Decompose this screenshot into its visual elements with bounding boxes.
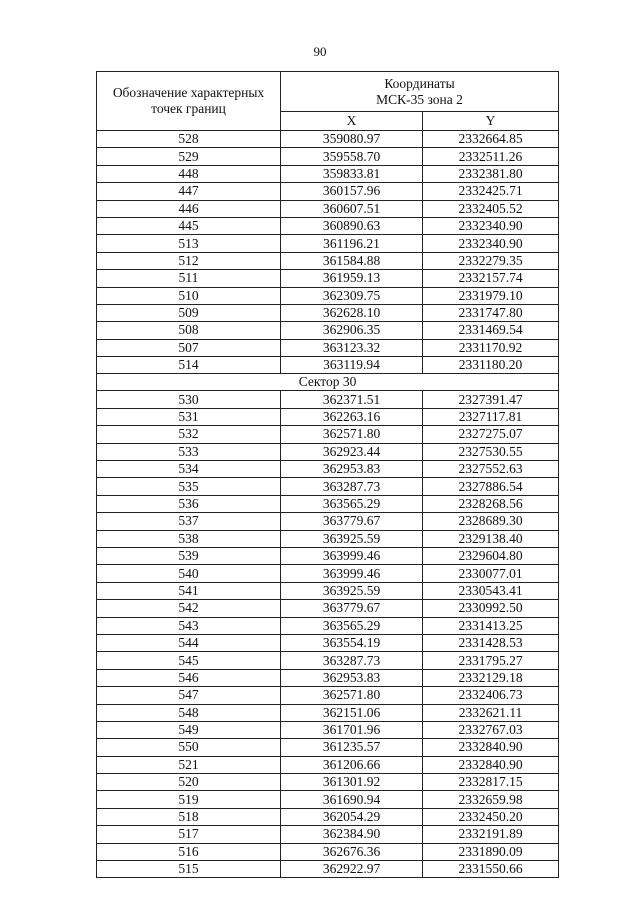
point-id-cell: 447 [97, 183, 281, 200]
point-id-cell: 546 [97, 669, 281, 686]
y-coordinate-cell: 2332405.52 [423, 200, 559, 217]
x-coordinate-cell: 360890.63 [281, 217, 423, 234]
y-coordinate-cell: 2327275.07 [423, 426, 559, 443]
table-row [97, 270, 559, 287]
point-id-cell: 541 [97, 582, 281, 599]
point-id-cell: 515 [97, 861, 281, 878]
x-coordinate-cell: 363925.59 [281, 530, 423, 547]
x-coordinate-cell: 361584.88 [281, 252, 423, 269]
x-coordinate-cell: 363119.94 [281, 357, 423, 374]
sector-row [97, 374, 559, 391]
table-row [97, 687, 559, 704]
table-row [97, 721, 559, 738]
y-coordinate-cell: 2332381.80 [423, 165, 559, 182]
x-coordinate-cell: 361235.57 [281, 739, 423, 756]
point-id-cell: 531 [97, 408, 281, 425]
point-id-cell: 519 [97, 791, 281, 808]
x-coordinate-cell: 362571.80 [281, 426, 423, 443]
point-id-cell: 535 [97, 478, 281, 495]
x-coordinate-cell: 363287.73 [281, 652, 423, 669]
x-coordinate-cell: 362953.83 [281, 669, 423, 686]
x-coordinate-cell: 362263.16 [281, 408, 423, 425]
x-coordinate-cell: 363999.46 [281, 547, 423, 564]
sector-title: Сектор 30 [97, 374, 559, 391]
y-coordinate-cell: 2330077.01 [423, 565, 559, 582]
table-row [97, 669, 559, 686]
point-id-cell: 538 [97, 530, 281, 547]
table-body-block1 [97, 131, 559, 374]
table-row [97, 513, 559, 530]
y-coordinate-cell: 2332511.26 [423, 148, 559, 165]
table-row [97, 339, 559, 356]
table-row [97, 565, 559, 582]
table-row [97, 652, 559, 669]
point-label-header: Обозначение характерных точек границ [97, 72, 281, 131]
table-row [97, 756, 559, 773]
x-coordinate-cell: 361206.66 [281, 756, 423, 773]
coordinate-system-label: МСК-35 зона 2 [376, 91, 463, 107]
x-coordinate-cell: 360607.51 [281, 200, 423, 217]
point-id-cell: 534 [97, 461, 281, 478]
x-coordinate-cell: 362676.36 [281, 843, 423, 860]
table-row [97, 165, 559, 182]
y-coordinate-cell: 2330543.41 [423, 582, 559, 599]
table-row [97, 530, 559, 547]
y-coordinate-cell: 2332129.18 [423, 669, 559, 686]
y-coordinate-cell: 2331795.27 [423, 652, 559, 669]
table-row [97, 217, 559, 234]
y-coordinate-cell: 2331747.80 [423, 304, 559, 321]
x-coordinate-cell: 362953.83 [281, 461, 423, 478]
point-id-cell: 530 [97, 391, 281, 408]
table-header [97, 72, 559, 131]
point-id-cell: 547 [97, 687, 281, 704]
point-id-cell: 539 [97, 547, 281, 564]
y-coordinate-cell: 2331550.66 [423, 861, 559, 878]
x-coordinate-cell: 362309.75 [281, 287, 423, 304]
y-coordinate-cell: 2331180.20 [423, 357, 559, 374]
point-id-cell: 509 [97, 304, 281, 321]
point-id-cell: 507 [97, 339, 281, 356]
coordinates-table [96, 71, 559, 878]
point-id-cell: 521 [97, 756, 281, 773]
y-coordinate-cell: 2331979.10 [423, 287, 559, 304]
point-id-cell: 548 [97, 704, 281, 721]
y-coordinate-cell: 2332767.03 [423, 721, 559, 738]
x-coordinate-cell: 363565.29 [281, 495, 423, 512]
x-coordinate-cell: 359080.97 [281, 131, 423, 148]
point-id-cell: 550 [97, 739, 281, 756]
table-row [97, 582, 559, 599]
point-id-cell: 537 [97, 513, 281, 530]
x-coordinate-cell: 362923.44 [281, 443, 423, 460]
table-row [97, 704, 559, 721]
table-row [97, 739, 559, 756]
x-coordinate-cell: 363779.67 [281, 513, 423, 530]
y-coordinate-cell: 2332157.74 [423, 270, 559, 287]
table-row [97, 600, 559, 617]
point-id-cell: 536 [97, 495, 281, 512]
x-coordinate-cell: 362054.29 [281, 808, 423, 825]
sector-heading-block [97, 374, 559, 391]
y-coordinate-cell: 2332621.11 [423, 704, 559, 721]
table-row [97, 426, 559, 443]
point-id-cell: 448 [97, 165, 281, 182]
y-coordinate-cell: 2332191.89 [423, 826, 559, 843]
y-coordinate-cell: 2332425.71 [423, 183, 559, 200]
y-coordinate-cell: 2332840.90 [423, 739, 559, 756]
y-coordinate-cell: 2332406.73 [423, 687, 559, 704]
x-coordinate-cell: 362571.80 [281, 687, 423, 704]
y-coordinate-cell: 2332340.90 [423, 235, 559, 252]
x-coordinate-cell: 362628.10 [281, 304, 423, 321]
point-id-cell: 508 [97, 322, 281, 339]
point-id-cell: 446 [97, 200, 281, 217]
table-row [97, 252, 559, 269]
x-coordinate-cell: 362922.97 [281, 861, 423, 878]
x-coordinate-cell: 362371.51 [281, 391, 423, 408]
point-id-cell: 528 [97, 131, 281, 148]
y-coordinate-cell: 2327391.47 [423, 391, 559, 408]
point-id-cell: 514 [97, 357, 281, 374]
table-row [97, 391, 559, 408]
y-coordinate-cell: 2329604.80 [423, 547, 559, 564]
x-coordinate-cell: 359833.81 [281, 165, 423, 182]
y-coordinate-cell: 2327530.55 [423, 443, 559, 460]
point-id-cell: 529 [97, 148, 281, 165]
x-coordinate-cell: 361701.96 [281, 721, 423, 738]
x-coordinate-cell: 363287.73 [281, 478, 423, 495]
point-id-cell: 518 [97, 808, 281, 825]
y-coordinate-cell: 2332450.20 [423, 808, 559, 825]
table-row [97, 322, 559, 339]
x-coordinate-cell: 363123.32 [281, 339, 423, 356]
y-coordinate-cell: 2331890.09 [423, 843, 559, 860]
point-id-cell: 532 [97, 426, 281, 443]
x-coordinate-cell: 363999.46 [281, 565, 423, 582]
y-coordinate-cell: 2327886.54 [423, 478, 559, 495]
table-row [97, 235, 559, 252]
table-row [97, 826, 559, 843]
table-body-block2 [97, 391, 559, 878]
table-row [97, 183, 559, 200]
table-row [97, 304, 559, 321]
y-coordinate-cell: 2330992.50 [423, 600, 559, 617]
x-coordinate-cell: 363779.67 [281, 600, 423, 617]
point-id-cell: 533 [97, 443, 281, 460]
y-coordinate-cell: 2332659.98 [423, 791, 559, 808]
point-id-cell: 510 [97, 287, 281, 304]
point-id-cell: 549 [97, 721, 281, 738]
table-row [97, 617, 559, 634]
x-coordinate-cell: 359558.70 [281, 148, 423, 165]
y-coordinate-cell: 2328268.56 [423, 495, 559, 512]
x-coordinate-cell: 363565.29 [281, 617, 423, 634]
y-coordinate-cell: 2332817.15 [423, 774, 559, 791]
x-coordinate-cell: 362906.35 [281, 322, 423, 339]
y-coordinate-cell: 2331413.25 [423, 617, 559, 634]
point-id-cell: 540 [97, 565, 281, 582]
point-id-cell: 543 [97, 617, 281, 634]
table-row [97, 634, 559, 651]
y-coordinate-cell: 2331469.54 [423, 322, 559, 339]
table-row [97, 861, 559, 878]
table-row [97, 791, 559, 808]
x-coordinate-cell: 362151.06 [281, 704, 423, 721]
point-id-cell: 512 [97, 252, 281, 269]
point-id-cell: 511 [97, 270, 281, 287]
x-coordinate-cell: 362384.90 [281, 826, 423, 843]
x-coordinate-cell: 361690.94 [281, 791, 423, 808]
y-coordinate-cell: 2332840.90 [423, 756, 559, 773]
y-coordinate-cell: 2332340.90 [423, 217, 559, 234]
point-id-cell: 544 [97, 634, 281, 651]
point-id-cell: 516 [97, 843, 281, 860]
y-coordinate-cell: 2331170.92 [423, 339, 559, 356]
table-row [97, 200, 559, 217]
point-id-cell: 545 [97, 652, 281, 669]
table-row [97, 287, 559, 304]
y-coordinate-cell: 2327552.63 [423, 461, 559, 478]
x-coordinate-cell: 361301.92 [281, 774, 423, 791]
y-column-header: Y [423, 112, 559, 131]
table-row [97, 408, 559, 425]
y-coordinate-cell: 2332279.35 [423, 252, 559, 269]
table-row [97, 774, 559, 791]
x-coordinate-cell: 361959.13 [281, 270, 423, 287]
table-row [97, 148, 559, 165]
y-coordinate-cell: 2331428.53 [423, 634, 559, 651]
coordinates-header [281, 72, 559, 112]
table-row [97, 478, 559, 495]
point-id-cell: 513 [97, 235, 281, 252]
table-row [97, 357, 559, 374]
point-id-cell: 520 [97, 774, 281, 791]
page-number: 90 [313, 44, 327, 59]
point-id-cell: 445 [97, 217, 281, 234]
table-row [97, 495, 559, 512]
x-coordinate-cell: 360157.96 [281, 183, 423, 200]
x-coordinate-cell: 361196.21 [281, 235, 423, 252]
y-coordinate-cell: 2327117.81 [423, 408, 559, 425]
y-coordinate-cell: 2332664.85 [423, 131, 559, 148]
table-row [97, 808, 559, 825]
x-column-header: X [281, 112, 423, 131]
y-coordinate-cell: 2329138.40 [423, 530, 559, 547]
table-row [97, 547, 559, 564]
table-row [97, 843, 559, 860]
table-row [97, 131, 559, 148]
table-row [97, 461, 559, 478]
table-row [97, 443, 559, 460]
coordinates-title: Координаты [384, 75, 455, 91]
point-id-cell: 542 [97, 600, 281, 617]
y-coordinate-cell: 2328689.30 [423, 513, 559, 530]
x-coordinate-cell: 363554.19 [281, 634, 423, 651]
point-id-cell: 517 [97, 826, 281, 843]
x-coordinate-cell: 363925.59 [281, 582, 423, 599]
